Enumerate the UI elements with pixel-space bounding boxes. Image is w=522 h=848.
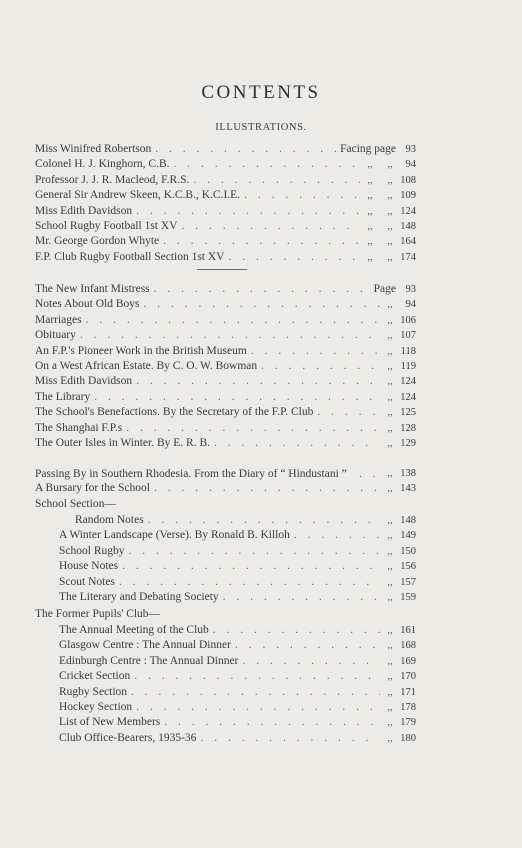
contents-entry [35,405,416,420]
contents-entry [35,669,416,684]
page-number: 138 [400,468,416,480]
leader-dots [132,204,360,219]
entry-title: Cricket Section [59,670,131,683]
leader-dots [144,513,380,528]
entry-title: The New Infant Mistress [35,283,150,295]
leader-dots [240,188,360,203]
contents-entry [35,250,416,265]
leader-dots [209,623,380,638]
ditto-mark: ,, [367,205,373,217]
page-number: 164 [400,236,416,248]
contents-entry [35,282,416,297]
contents-entry [35,188,416,203]
ditto-mark: ,, [387,314,393,326]
entry-title: The Literary and Debating Society [59,590,219,603]
page-number: 169 [400,655,416,667]
articles-list [35,282,416,497]
entry-title: An F.P.'s Pioneer Work in the British Museum [35,344,247,357]
page-number: 124 [400,376,416,388]
contents-entry [35,344,416,359]
ditto-mark: ,, [387,205,393,217]
ditto-mark: ,, [387,251,393,263]
page-number: 150 [400,545,416,557]
ditto-mark: ,, [387,591,393,603]
entry-title: On a West African Estate. By C. O. W. Bowman [35,359,258,372]
ditto-mark: ,, [387,159,393,171]
ditto-mark: ,, [387,299,393,311]
ditto-mark: ,, [387,483,393,495]
leader-dots [177,219,360,234]
entry-title: House Notes [59,560,119,573]
leader-dots [170,157,361,172]
entry-title: Scout Notes [59,575,115,588]
entry-title: A Bursary for the School [35,482,150,495]
ditto-mark: ,, [387,345,393,357]
leader-dots [82,313,380,328]
page-number: 157 [400,576,416,588]
ditto-mark: ,, [387,561,393,573]
leader-dots [115,575,380,590]
page-number: 174 [400,251,416,263]
leader-dots [225,250,361,265]
entry-title: Miss Winifred Robertson [35,143,152,155]
entry-title: The School's Benefactions. By the Secretary of the F.P. Club [35,406,314,419]
page-title: CONTENTS [201,82,321,103]
ditto-mark: ,, [387,530,393,542]
fp-club-heading: The Former Pupils' Club— [35,608,161,620]
illustrations-heading: ILLUSTRATIONS. [215,122,307,133]
contents-entry [35,436,416,451]
page-number: 148 [400,515,416,526]
contents-entry [35,142,416,157]
entry-title: Passing By in Southern Rhodesia. From the Diary of “ Hindustani ” [35,468,347,481]
leader-dots [247,344,380,359]
page-number: 149 [400,530,416,542]
leader-dots [132,700,380,715]
ditto-mark: ,, [367,236,373,248]
ditto-mark: ,, [387,190,393,202]
contents-entry [35,513,416,528]
ditto-mark: ,, [387,330,393,342]
leader-dots [189,173,360,188]
page-number: 119 [400,360,416,372]
ditto-mark: ,, [367,174,373,186]
ditto-mark: ,, [387,717,393,729]
contents-entry [35,204,416,219]
page-number: 161 [400,625,416,636]
page-number: 124 [400,205,416,217]
page-number: 180 [400,732,416,744]
contents-entry [35,297,416,312]
entry-title: Glasgow Centre : The Annual Dinner [59,639,231,652]
page-number: 106 [400,314,416,326]
leader-dots [118,559,380,574]
ditto-mark: ,, [387,515,393,526]
ditto-mark: ,, [367,251,373,263]
contents-entry [35,234,416,249]
entry-title: Marriages [35,313,82,326]
ditto-mark: ,, [387,701,393,713]
leader-dots [257,359,380,374]
page-number: 124 [400,391,416,403]
page-number: 109 [400,190,416,202]
ditto-mark: ,, [387,407,393,419]
page-label: Page [373,283,396,295]
contents-entry [35,359,416,374]
ditto-mark: ,, [387,391,393,403]
leader-dots [130,669,380,684]
entry-title: General Sir Andrew Skeen, K.C.B., K.C.I.E. [35,189,241,202]
page-number: 179 [400,717,416,729]
contents-entry [35,685,416,700]
leader-dots [159,234,360,249]
leader-dots [210,436,380,451]
contents-entry [35,544,416,559]
leader-dots [150,282,374,297]
ditto-mark: ,, [387,655,393,667]
contents-entry [35,575,416,590]
contents-entry [35,623,416,638]
contents-entry [35,451,416,481]
contents-entry [35,328,416,343]
ditto-mark: ,, [367,220,373,232]
leader-dots [90,390,380,405]
ditto-mark: ,, [387,236,393,248]
page-number: 148 [400,220,416,232]
entry-title: Professor J. J. R. Macleod, F.R.S. [35,173,190,186]
ditto-mark: ,, [387,625,393,636]
ditto-mark: ,, [387,174,393,186]
contents-entry [35,590,416,605]
page-number: 94 [405,159,416,171]
section-divider [197,269,247,270]
contents-entry [35,219,416,234]
leader-dots [139,297,380,312]
leader-dots [125,544,381,559]
facing-page-label: Facing page [340,143,396,155]
school-section-heading: School Section— [35,498,116,510]
contents-entry [35,374,416,389]
entry-title: The Outer Isles in Winter. By E. R. B. [35,436,210,449]
contents-entry [35,559,416,574]
leader-dots [132,374,380,389]
entry-title: School Rugby Football 1st XV [35,219,178,232]
contents-entry [35,700,416,715]
page-number: 143 [400,483,416,495]
leader-dots [219,590,380,605]
entry-title: List of New Members [59,716,161,729]
leader-dots [160,715,380,730]
ditto-mark: ,, [387,468,393,480]
ditto-mark: ,, [387,671,393,683]
leader-dots [355,467,380,481]
page-number: 125 [400,407,416,419]
ditto-mark: ,, [387,220,393,232]
contents-entry [35,715,416,730]
entry-title: Colonel H. J. Kinghorn, C.B. [35,158,170,171]
ditto-mark: ,, [367,159,373,171]
entry-title: Miss Edith Davidson [35,375,133,388]
leader-dots [76,328,380,343]
entry-title: The Library [35,390,91,403]
page-number: 108 [400,174,416,186]
entry-title: Mr. George Gordon Whyte [35,235,160,248]
school-section-list [35,513,416,605]
contents-entry [35,313,416,328]
ditto-mark: ,, [387,640,393,652]
leader-dots [313,405,380,420]
fp-club-list [35,623,416,746]
contents-entry [35,731,416,746]
page-number: 171 [400,686,416,698]
ditto-mark: ,, [387,545,393,557]
leader-dots [231,638,380,653]
ditto-mark: ,, [387,732,393,744]
entry-title: Edinburgh Centre : The Annual Dinner [59,654,239,667]
entry-title: The Annual Meeting of the Club [59,624,209,636]
page-number: 159 [400,591,416,603]
entry-title: Notes About Old Boys [35,298,140,311]
ditto-mark: ,, [387,422,393,434]
entry-title: Obituary [35,329,76,342]
ditto-mark: ,, [387,437,393,449]
leader-dots [150,481,380,496]
contents-entry [35,390,416,405]
leader-dots [238,654,380,669]
page-number: 93 [405,144,416,155]
contents-entry [35,421,416,436]
page-number: 118 [400,345,416,357]
entry-title: F.P. Club Rugby Football Section 1st XV [35,250,225,263]
entry-title: Rugby Section [59,685,128,698]
page-number: 93 [405,284,416,295]
leader-dots [127,685,380,700]
entry-title: Random Notes [75,514,144,526]
ditto-mark: ,, [387,686,393,698]
ditto-mark: ,, [387,376,393,388]
entry-title: Miss Edith Davidson [35,204,133,217]
page-number: 107 [400,330,416,342]
page-number: 129 [400,437,416,449]
ditto-mark: ,, [387,360,393,372]
entry-title: School Rugby [59,544,125,557]
contents-entry [35,481,416,496]
page-number: 170 [400,671,416,683]
page-number: 168 [400,640,416,652]
page-number: 128 [400,422,416,434]
contents-entry [35,173,416,188]
page-number: 94 [405,299,416,311]
contents-entry [35,528,416,543]
ditto-mark: ,, [367,190,373,202]
entry-title: Hockey Section [59,700,133,713]
leader-dots [122,421,380,436]
page-number: 156 [400,561,416,573]
leader-dots [290,528,380,543]
leader-dots [151,142,340,157]
contents-entry [35,654,416,669]
entry-title: A Winter Landscape (Verse). By Ronald B. Killoh [59,529,290,542]
contents-entry [35,638,416,653]
illustrations-list [35,142,416,265]
contents-entry [35,157,416,172]
entry-title: The Shanghai F.P.s [35,421,123,434]
ditto-mark: ,, [387,576,393,588]
entry-title: Club Office-Bearers, 1935-36 [59,731,197,744]
page-number: 178 [400,701,416,713]
leader-dots [196,731,380,746]
